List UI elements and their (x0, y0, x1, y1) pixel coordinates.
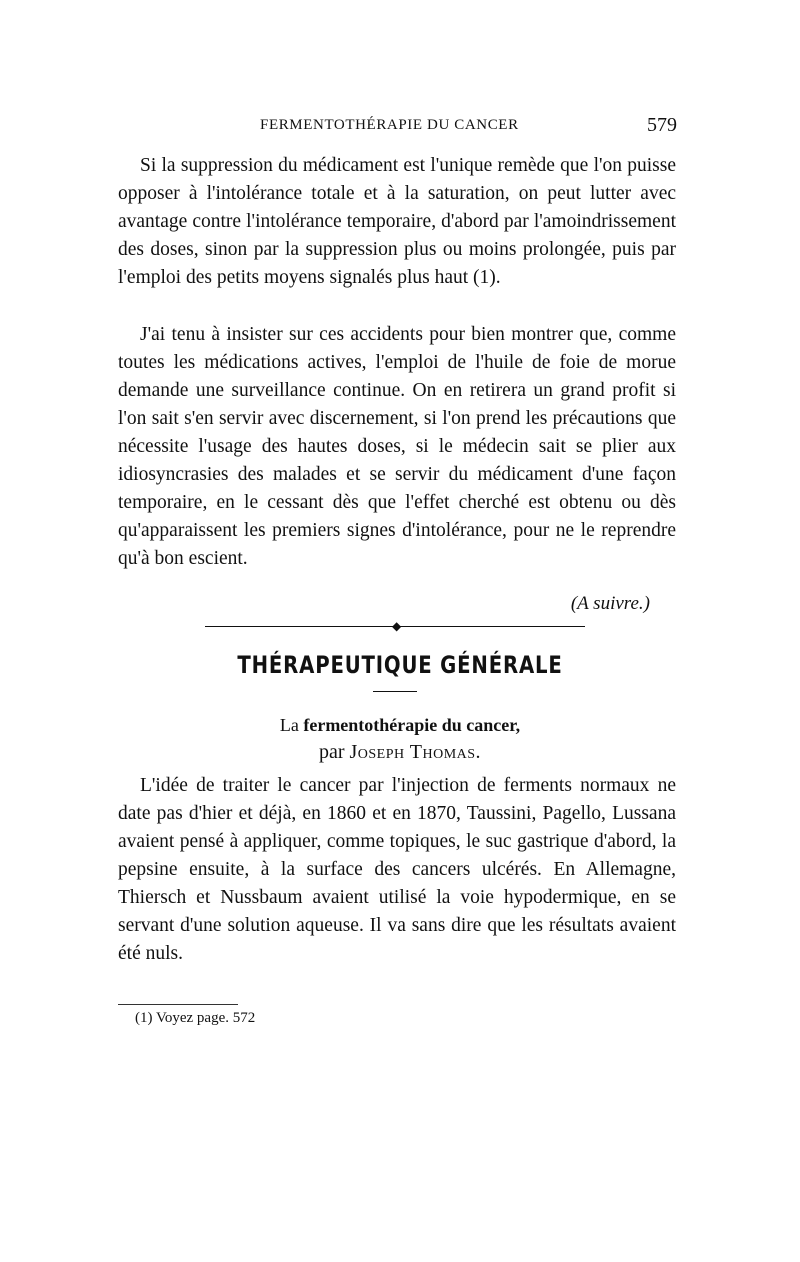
divider-ornament-icon: ◆ (392, 619, 402, 633)
to-be-continued: (A suivre.) (570, 593, 650, 614)
paragraph-2: J'ai tenu à insister sur ces accidents pour bien montrer que, comme toutes les médications actives, l'emploi de l'huile de foie de morue demande une surveillance continue. On en retirera un grand profit si l'on sait s'en servir avec discernement, si l'on prend les précautions que nécessite l'usage des hautes doses, si le médecin sait se plier aux idiosyncrasies des malades et se servir du médicament d'une façon temporaire, en le cessant dès que l'effet cherché est obtenu ou dès qu'apparaissent les premiers signes d'intolérance, pour ne le reprendre qu'à bon escient. (118, 324, 676, 569)
byline-author: Joseph Thomas. (349, 741, 482, 763)
paragraph-3: L'idée de traiter le cancer par l'injection de ferments normaux ne date pas d'hier et déjà, en 1860 et en 1870, Taussini, Pagello, Lussana avaient pensé à appliquer, comme topiques, le suc gastrique d'abord, la pepsine ensuite, à la surface des cancers ulcérés. En Allemagne, Thiersch et Nussbaum avaient utilisé la voie hypodermique, en se servant d'une solution aqueuse. Il va sans dire que les résultats avaient été nuls. (118, 775, 676, 964)
footnote-rule (118, 1004, 238, 1005)
footnote: (1) Voyez page. 572 (135, 1010, 256, 1026)
article-title-main: fermentothérapie du cancer, (303, 715, 521, 735)
article-title-article: La (279, 715, 299, 735)
byline (0, 741, 800, 764)
section-title: THÉRAPEUTIQUE GÉNÉRALE (237, 651, 563, 679)
byline-prefix: par (318, 741, 345, 763)
paragraph-1: Si la suppression du médicament est l'unique remède que l'on puisse opposer à l'intolérance totale et à la saturation, on peut lutter avec avantage contre l'intolérance temporaire, d'abord par l'amoindrissement des doses, sinon par la suppression plus ou moins prolongée, puis par l'emploi des petits moyens signalés plus haut (1). (118, 155, 676, 288)
page-number: 579 (647, 114, 677, 136)
title-rule (373, 691, 417, 692)
page-header (142, 114, 677, 139)
running-title: FERMENTOTHÉRAPIE DU CANCER (260, 117, 519, 133)
article-title (0, 715, 800, 736)
